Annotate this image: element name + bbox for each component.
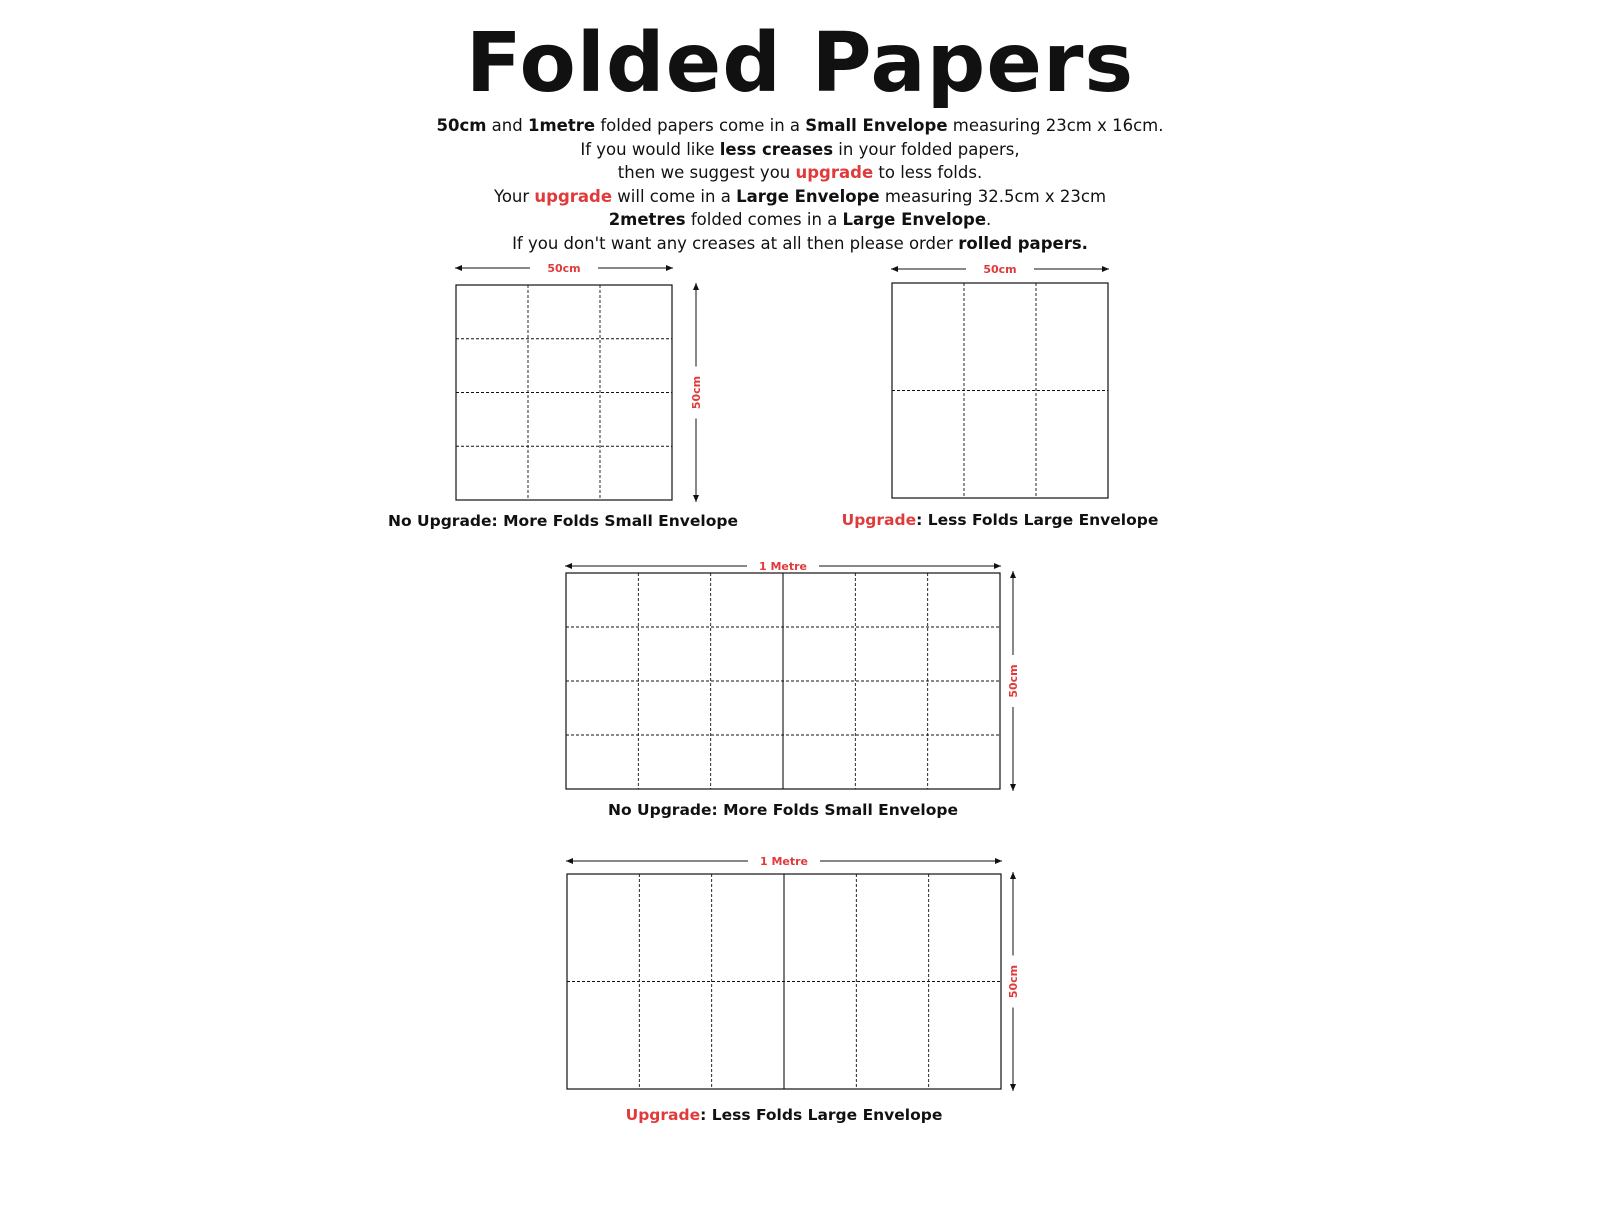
- intro-line-5-run: folded comes in a: [685, 210, 843, 230]
- height-label: 50cm: [1007, 964, 1020, 999]
- diagram-2: [891, 263, 1109, 498]
- diagram-3: [565, 560, 1020, 791]
- intro-line-2-run: in your folded papers,: [833, 139, 1020, 159]
- caption-run: : Less Folds Large Envelope: [700, 1106, 943, 1124]
- diagram-caption: [534, 1106, 1034, 1124]
- intro-line-5-run: .: [986, 210, 992, 230]
- intro-line-4-run: Your: [493, 186, 535, 206]
- intro-line-1-run: Small Envelope: [805, 116, 948, 135]
- intro-line-1-run: 1metre: [527, 116, 596, 135]
- intro-line-6-run: If you don't want any creases at all then please order: [512, 233, 959, 253]
- intro-line-2-run: If you would like: [580, 139, 720, 159]
- intro-line-4-run: will come in a: [612, 186, 737, 206]
- diagram-caption: [533, 801, 1033, 819]
- intro-line-3-run: upgrade: [795, 163, 874, 183]
- diagram-caption: [750, 511, 1250, 529]
- intro-line-3-run: to less folds.: [873, 163, 983, 183]
- intro-line-5-run: 2metres: [608, 210, 686, 230]
- intro-line-4-run: upgrade: [534, 186, 613, 206]
- page-title: Folded Papers: [465, 16, 1135, 111]
- height-label: 50cm: [1007, 664, 1020, 698]
- caption-run: Upgrade: [841, 511, 917, 529]
- caption-run: No Upgrade: More Folds Small Envelope: [388, 512, 738, 530]
- intro-line-4-run: measuring 32.5cm x 23cm: [879, 186, 1107, 206]
- intro-line-3-run: then we suggest you: [617, 163, 796, 183]
- width-label: 50cm: [547, 262, 581, 275]
- diagram-1: [455, 262, 703, 502]
- caption-run: : Less Folds Large Envelope: [916, 511, 1159, 529]
- width-label: 1 Metre: [758, 560, 808, 573]
- intro-line-5-run: Large Envelope: [842, 210, 987, 230]
- intro-line-6-run: rolled papers.: [958, 233, 1088, 253]
- width-label: 1 Metre: [759, 855, 809, 868]
- caption-run: No Upgrade: More Folds Small Envelope: [608, 801, 958, 819]
- diagram-caption: [313, 512, 813, 530]
- intro-line-1-run: folded papers come in a: [595, 116, 806, 135]
- intro-line-1-run: 50cm: [436, 116, 487, 135]
- caption-run: Upgrade: [625, 1106, 701, 1124]
- intro-line-4-run: Large Envelope: [736, 186, 880, 206]
- intro-line-1-run: measuring 23cm x 16cm.: [947, 116, 1164, 135]
- height-label: 50cm: [690, 375, 703, 410]
- intro-line-1-run: and: [486, 116, 528, 135]
- intro-line-2-run: less creases: [719, 139, 834, 159]
- diagram-4: [566, 855, 1020, 1091]
- width-label: 50cm: [983, 263, 1017, 276]
